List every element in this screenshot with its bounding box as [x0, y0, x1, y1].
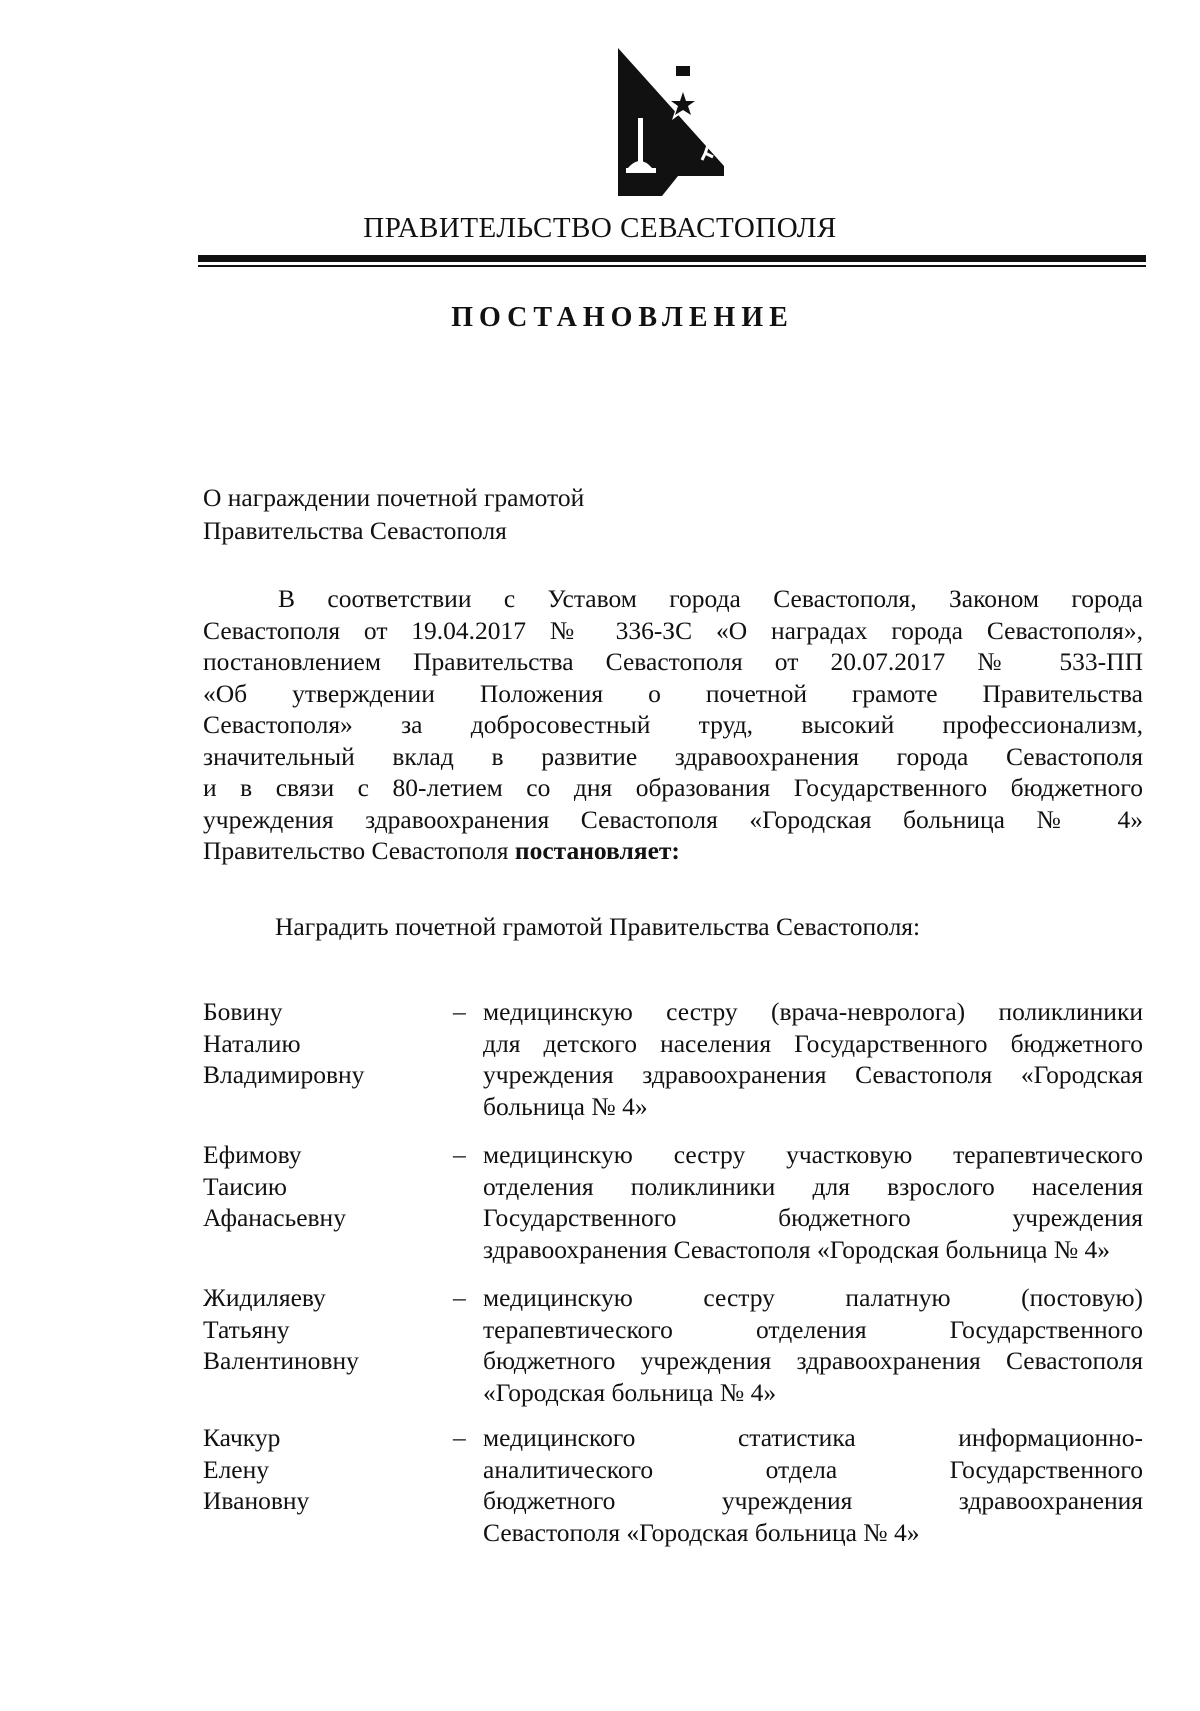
awardee-surname: Бовину — [203, 997, 283, 1026]
awardee-first-name: Елену — [203, 1454, 270, 1484]
preamble-line: значительный вклад в развитие здравоохранения города Севастополя — [203, 741, 1143, 771]
description-line: бюджетного учреждения здравоохранения Севастополя — [483, 1346, 1143, 1375]
preamble-line: Севастополя» за добросовестный труд, высокий профессионализм, — [203, 710, 1143, 739]
description-line: «Городская больница № 4» — [483, 1377, 777, 1407]
awardee-first-name: Татьяну — [203, 1314, 290, 1344]
preamble-line: В соответствии с Уставом города Севастополя, Законом города — [278, 584, 1143, 613]
awardee-first-name: Наталию — [203, 1028, 301, 1058]
awardee-description — [483, 1422, 1143, 1548]
preamble-line: «Об утверждении Положения о почетной грамоте Правительства — [203, 678, 1143, 708]
coat-of-arms-emblem — [618, 48, 724, 196]
description-line: больница № 4» — [483, 1091, 648, 1121]
description-line: аналитического отдела Государственного — [483, 1454, 1143, 1484]
organization-name: ПРАВИТЕЛЬСТВО СЕВАСТОПОЛЯ — [363, 212, 837, 244]
awardee-surname: Жидиляеву — [203, 1283, 326, 1312]
awardee-first-name: Таисию — [203, 1171, 287, 1201]
description-line: Государственного бюджетного учреждения — [483, 1203, 1143, 1232]
awardee-dash: – — [453, 1140, 466, 1169]
description-line: бюджетного учреждения здравоохранения — [483, 1486, 1143, 1515]
resolution-verb: постановляет: — [514, 836, 680, 865]
award-intro: Наградить почетной грамотой Правительства Севастополя: — [275, 912, 921, 941]
awardee-surname: Качкур — [203, 1423, 281, 1452]
description-line: здравоохранения Севастополя «Городская больница № 4» — [483, 1234, 1111, 1264]
description-line: отделения поликлиники для взрослого населения — [483, 1171, 1143, 1201]
awardee-description — [483, 996, 1143, 1122]
awardee-description — [483, 1282, 1143, 1408]
header-rule-thin — [198, 265, 1146, 267]
awardee-patronymic: Ивановну — [203, 1486, 310, 1515]
awardee-name — [203, 1282, 359, 1377]
awardee-dash: – — [453, 1283, 466, 1312]
subject-line: О награждении почетной грамотой — [203, 483, 585, 512]
awardee-name — [203, 1422, 309, 1517]
header-rule-thick — [198, 255, 1146, 262]
resolution-subject: Правительство Севастополя — [203, 836, 515, 865]
document-type-title: ПОСТАНОВЛЕНИЕ — [451, 302, 794, 333]
awardee-surname: Ефимову — [203, 1140, 302, 1169]
description-line: медицинскую сестру (врача-невролога) поликлиники — [483, 997, 1143, 1026]
preamble-paragraph — [203, 583, 1143, 867]
awardee-dash: – — [453, 997, 466, 1026]
document-subject — [203, 481, 584, 547]
awardee-patronymic: Афанасьевну — [203, 1203, 346, 1232]
description-line: медицинскую сестру палатную (постовую) — [483, 1283, 1143, 1312]
awardee-name — [203, 996, 364, 1091]
description-line: для детского населения Государственного бюджетного — [483, 1028, 1143, 1058]
preamble-resolution-line — [203, 835, 1143, 867]
awardee-patronymic: Валентиновну — [203, 1346, 359, 1375]
preamble-line: и в связи с 80-летием со дня образования Государственного бюджетного — [203, 773, 1143, 802]
description-line: терапевтического отделения Государственного — [483, 1314, 1143, 1344]
preamble-line: Севастополя от 19.04.2017 № 336-ЗС «О наградах города Севастополя», — [203, 615, 1143, 645]
awardee-dash: – — [453, 1423, 466, 1452]
preamble-line: постановлением Правительства Севастополя от 20.07.2017 № 533-ПП — [203, 647, 1143, 676]
awardee-patronymic: Владимировну — [203, 1060, 365, 1089]
description-line: медицинского статистика информационно- — [483, 1423, 1143, 1452]
description-line: Севастополя «Городская больница № 4» — [483, 1517, 920, 1547]
preamble-line: учреждения здравоохранения Севастополя «Городская больница № 4» — [203, 804, 1143, 834]
description-line: учреждения здравоохранения Севастополя «Городская — [483, 1060, 1143, 1089]
awardee-description — [483, 1139, 1143, 1265]
description-line: медицинскую сестру участковую терапевтического — [483, 1140, 1143, 1169]
awardee-name — [203, 1139, 346, 1234]
subject-line: Правительства Севастополя — [203, 516, 507, 545]
